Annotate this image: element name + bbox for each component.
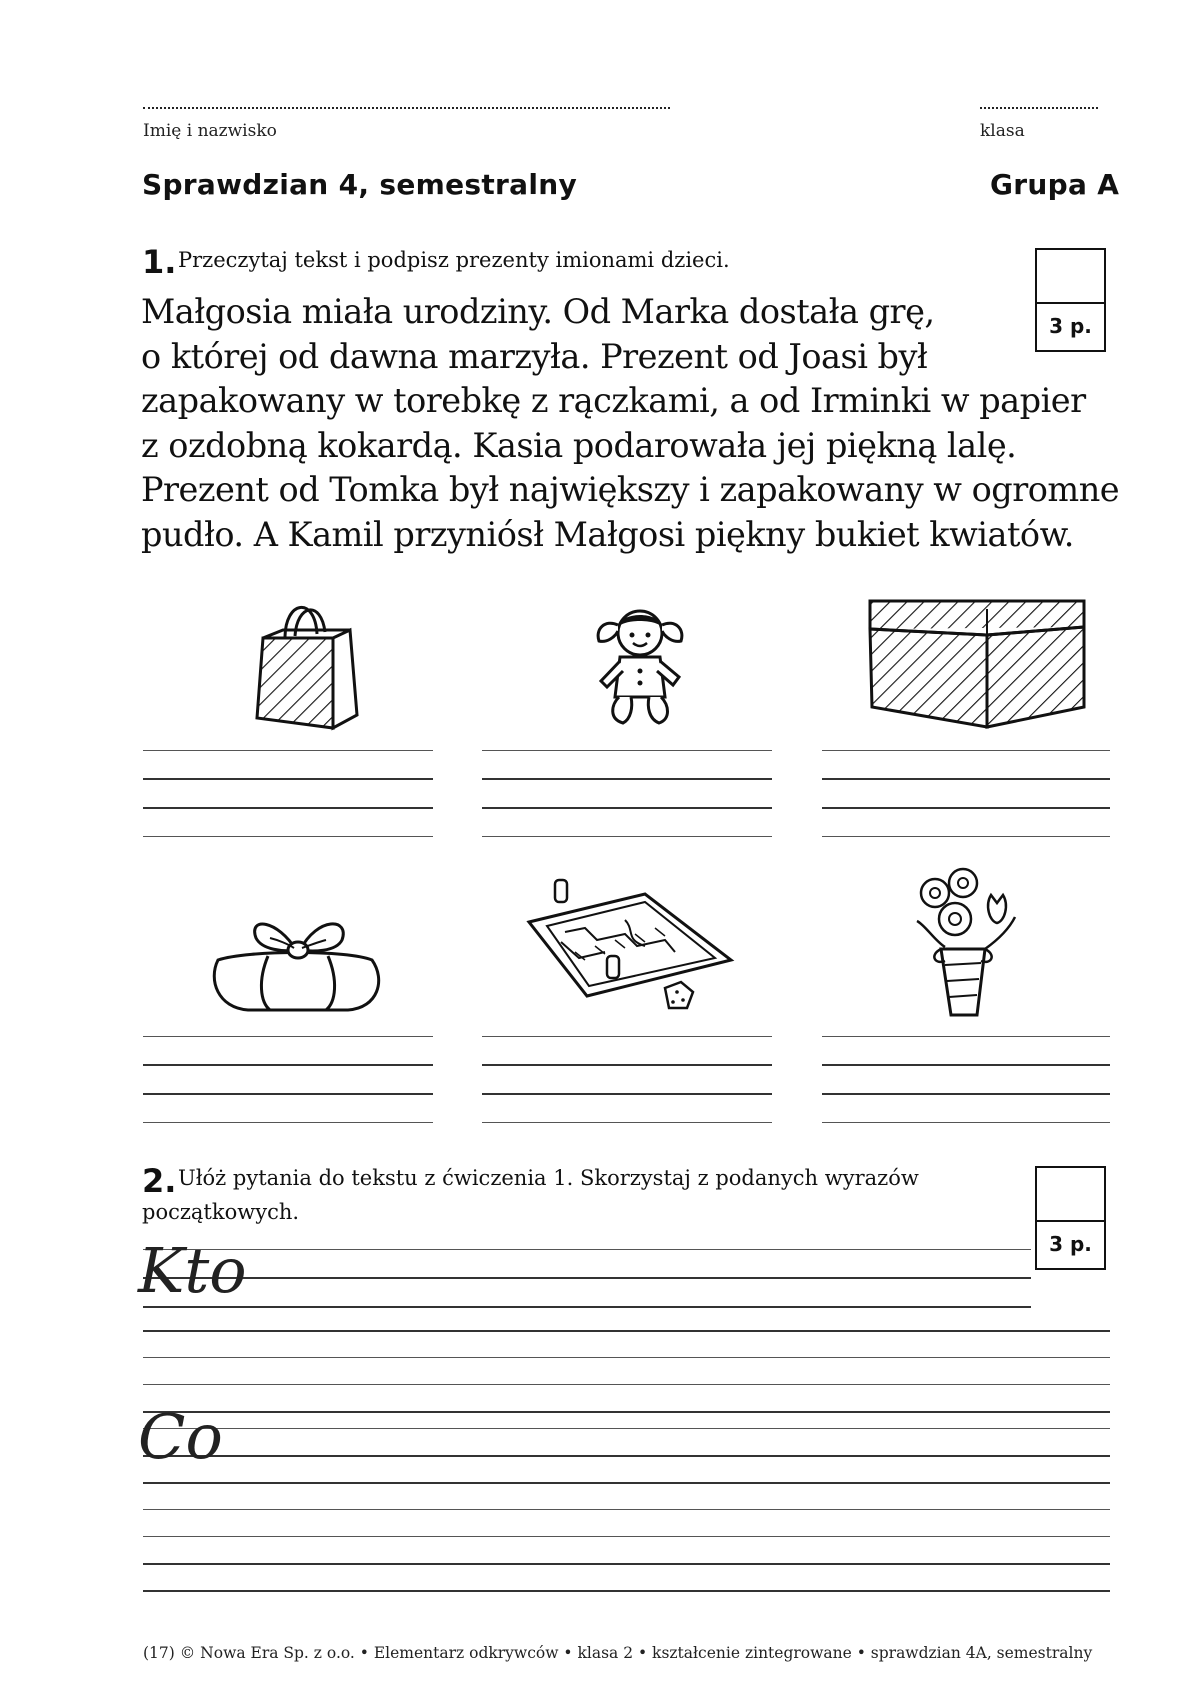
group-label: Grupa A (990, 168, 1120, 201)
writing-line[interactable] (143, 1384, 1110, 1385)
story-line: zapakowany w torebkę z rączkami, a od Irminki w papier (141, 381, 1086, 420)
writing-lines-kto[interactable] (143, 1249, 1031, 1308)
task1-number: 1. (142, 243, 177, 281)
task1-story (141, 290, 1119, 557)
start-word-kto: Kto (138, 1234, 247, 1307)
writing-line[interactable] (143, 1428, 1110, 1429)
task2-instruction-line2: początkowych. (142, 1200, 300, 1224)
gift-bag-icon (255, 590, 365, 730)
writing-line[interactable] (143, 1330, 1110, 1332)
big-box-icon (862, 595, 1092, 730)
writing-line[interactable] (143, 1563, 1110, 1565)
writing-line[interactable] (143, 1411, 1110, 1413)
class-field-dots[interactable] (980, 107, 1098, 109)
writing-line[interactable] (143, 1482, 1110, 1484)
task2-score-box[interactable] (1035, 1166, 1106, 1270)
answer-lines-box[interactable] (822, 750, 1110, 837)
footer-credits: (17) © Nowa Era Sp. z o.o. • Elementarz odkrywców • klasa 2 • kształcenie zintegrowane • sprawdzian 4A, semestralny (143, 1644, 1093, 1662)
story-line: Prezent od Tomka był największy i zapakowany w ogromne (141, 470, 1120, 509)
story-line: z ozdobną kokardą. Kasia podarowała jej piękną lalę. (141, 425, 1017, 465)
page-title: Sprawdzian 4, semestralny (142, 168, 578, 201)
flower-bouquet-icon (905, 865, 1045, 1025)
answer-lines-bouquet[interactable] (822, 1036, 1110, 1123)
story-line: pudło. A Kamil przyniósł Małgosi piękny bukiet kwiatów. (141, 514, 1074, 554)
task1-instruction: Przeczytaj tekst i podpisz prezenty imionami dzieci. (178, 248, 730, 272)
writing-line[interactable] (143, 1455, 1110, 1457)
answer-lines-doll[interactable] (482, 750, 772, 837)
writing-line[interactable] (143, 1509, 1110, 1510)
writing-line[interactable] (143, 1536, 1110, 1537)
board-game-icon (525, 880, 735, 1020)
bow-package-icon (208, 910, 388, 1020)
story-line: Małgosia miała urodziny. Od Marka dostała grę, (141, 292, 935, 331)
task2-instruction-line1: Ułóż pytania do tekstu z ćwiczenia 1. Skorzystaj z podanych wyrazów (178, 1166, 919, 1190)
doll-icon (585, 605, 695, 730)
answer-lines-game[interactable] (482, 1036, 772, 1123)
task2-number: 2. (142, 1162, 177, 1200)
writing-line[interactable] (143, 1590, 1110, 1592)
task2-score-field[interactable] (1037, 1168, 1104, 1222)
story-line: o której od dawna marzyła. Prezent od Joasi był (141, 336, 928, 376)
answer-lines-package[interactable] (143, 1036, 433, 1123)
writing-line[interactable] (143, 1357, 1110, 1358)
class-label: klasa (980, 121, 1025, 141)
task1-points: 3 p. (1049, 314, 1092, 338)
name-label: Imię i nazwisko (143, 121, 277, 141)
name-field-dots[interactable] (143, 107, 670, 109)
task2-points: 3 p. (1049, 1232, 1092, 1256)
answer-lines-bag[interactable] (143, 750, 433, 837)
start-word-co: Co (138, 1400, 223, 1473)
